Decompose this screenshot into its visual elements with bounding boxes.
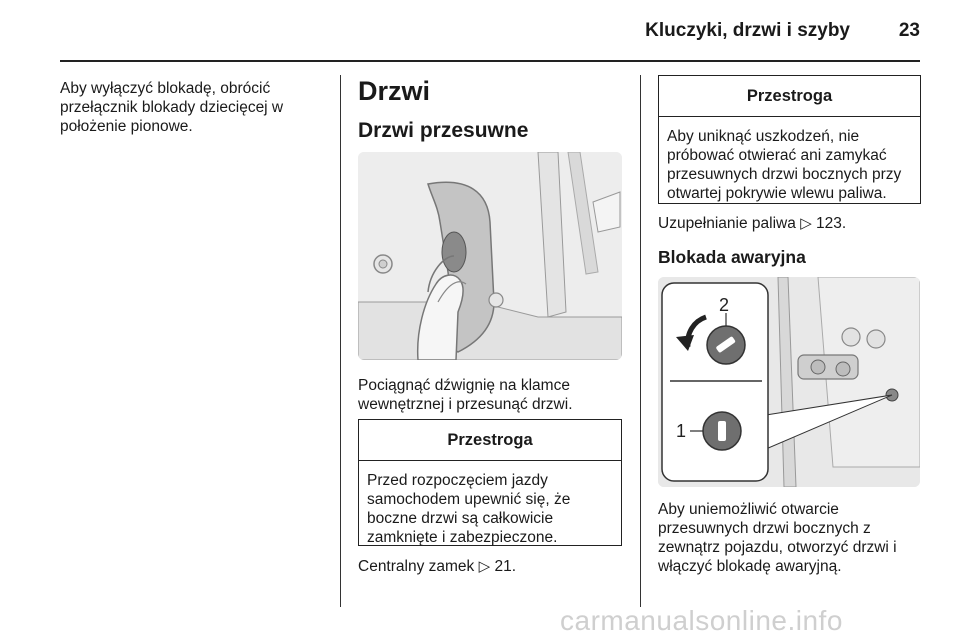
running-header-title: Kluczyki, drzwi i szyby (645, 20, 850, 41)
xref-page[interactable]: 21. (494, 558, 517, 575)
caution-box-seating (358, 419, 622, 546)
caution-box-fuel-flap (658, 75, 921, 204)
caution-title: Przestroga (659, 76, 920, 117)
emergency-lock-heading: Blokada awaryjna (658, 247, 806, 267)
xref-page[interactable]: 123. (816, 215, 847, 232)
caution-body: Przed rozpoczęciem jazdy samochodem upewnić się, że boczne drzwi są całkowicie zamknięte i zabezpieczone. (367, 472, 571, 546)
child-lock-text: Aby wyłączyć blokadę, obrócić przełącznik blokady dziecięcej w położenie pionowe. (60, 80, 284, 135)
xref-text: Centralny zamek (358, 558, 475, 575)
central-locking-xref (358, 557, 628, 576)
page-number: 23 (898, 20, 920, 41)
header-rule (60, 60, 920, 62)
subsection-heading: Drzwi przesuwne (358, 119, 529, 142)
section-heading: Drzwi (358, 76, 431, 106)
emergency-lock-illustration (658, 277, 920, 487)
sliding-door-caption: Pociągnąć dźwignię na klamce wewnętrznej i przesunąć drzwi. (358, 377, 573, 413)
triangle-arrow-icon: ▷ (800, 215, 812, 232)
emergency-lock-caption: Aby uniemożliwić otwarcie przesuwnych drzwi bocznych z zewnątrz pojazdu, otworzyć drzwi i włączyć blokadę awaryjną. (658, 501, 897, 575)
callout-2: 2 (719, 295, 730, 315)
xref-text: Uzupełnianie paliwa (658, 215, 796, 232)
caution-title: Przestroga (359, 420, 621, 461)
callout-1: 1 (676, 421, 687, 441)
triangle-arrow-icon: ▷ (478, 558, 491, 575)
column-divider-left (340, 75, 341, 607)
refuelling-xref (658, 214, 928, 233)
column-divider-right (640, 75, 641, 607)
sliding-door-handle-illustration (358, 152, 622, 360)
watermark: carmanualsonline.info (560, 605, 843, 636)
caution-body: Aby uniknąć uszkodzeń, nie próbować otwierać ani zamykać przesuwnych drzwi bocznych przy otwartej pokrywie wlewu paliwa. (667, 128, 902, 202)
